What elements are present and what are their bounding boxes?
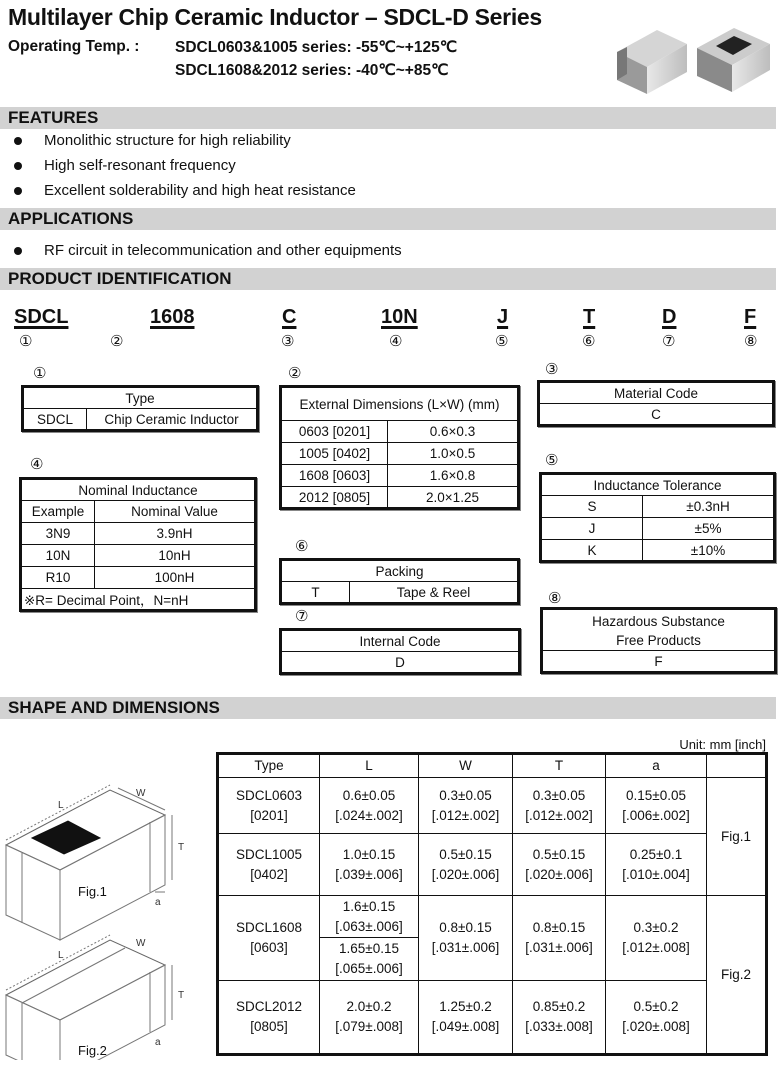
code-part: C bbox=[282, 306, 297, 328]
applications-heading: APPLICATIONS bbox=[0, 208, 776, 230]
operating-temp-label: Operating Temp. : bbox=[8, 38, 140, 55]
fig2-caption: Fig.2 bbox=[78, 1043, 107, 1058]
feature-item: High self-resonant frequency bbox=[14, 157, 236, 174]
svg-text:T: T bbox=[178, 990, 185, 1001]
svg-text:a: a bbox=[155, 897, 161, 908]
box-number: ⑤ bbox=[545, 451, 559, 469]
inductance-table: Nominal Inductance Example Nominal Value 3N9 3.9nH 10N 10nH R10 100nH ※R= Decimal Point，N=nH bbox=[19, 477, 257, 612]
chip-photo bbox=[612, 22, 777, 100]
table-row: SDCL0603 [0201] 0.6±0.05 [.024±.002] 0.3±0.05 [.012±.002] 0.3±0.05 [.012±.002] 0.15±0.05 [.006±.002] Fig.1 bbox=[218, 778, 767, 834]
box-number: ③ bbox=[545, 360, 559, 378]
tolerance-table: Inductance Tolerance S ±0.3nH J ±5% K ±10% bbox=[539, 472, 776, 563]
box-number: ⑥ bbox=[295, 537, 309, 555]
svg-text:a: a bbox=[155, 1037, 161, 1048]
fig2-drawing bbox=[6, 935, 184, 1060]
code-number: ⑧ bbox=[744, 332, 758, 350]
svg-text:W: W bbox=[136, 938, 146, 949]
box-number: ④ bbox=[30, 455, 44, 473]
packing-table: Packing T Tape & Reel bbox=[279, 558, 520, 605]
unit-label: Unit: mm [inch] bbox=[679, 737, 766, 752]
code-part: F bbox=[744, 306, 757, 328]
code-part: J bbox=[497, 306, 509, 328]
material-table: Material Code C bbox=[537, 380, 775, 427]
operating-temp-line1: SDCL0603&1005 series: -55℃~+125℃ bbox=[175, 39, 458, 56]
bullet-icon bbox=[14, 247, 22, 255]
code-part: SDCL bbox=[14, 306, 69, 328]
features-heading: FEATURES bbox=[0, 107, 776, 129]
svg-text:W: W bbox=[136, 788, 146, 799]
table-row: SDCL1608 [0603] 1.6±0.15 [.063±.006] 0.8±0.15 [.031±.006] 0.8±0.15 [.031±.006] 0.3±0.2 [.012±.008] Fig.2 bbox=[218, 896, 767, 938]
code-number: ⑤ bbox=[495, 332, 509, 350]
svg-text:T: T bbox=[178, 842, 185, 853]
box-number: ⑧ bbox=[548, 589, 562, 607]
feature-item: Excellent solderability and high heat resistance bbox=[14, 182, 356, 198]
code-part: T bbox=[583, 306, 596, 328]
svg-text:L: L bbox=[58, 800, 64, 811]
table-row: SDCL1005 [0402] 1.0±0.15 [.039±.006] 0.5±0.15 [.020±.006] 0.5±0.15 [.020±.006] 0.25±0.1 [.010±.004] bbox=[218, 834, 767, 896]
bullet-icon bbox=[14, 137, 22, 145]
identification-heading: PRODUCT IDENTIFICATION bbox=[0, 268, 776, 290]
internal-code-table: Internal Code D bbox=[279, 628, 521, 675]
fig1-drawing bbox=[6, 785, 184, 940]
dimension-figures bbox=[0, 750, 200, 1060]
application-item: RF circuit in telecommunication and other equipments bbox=[14, 242, 402, 259]
hazard-table: Hazardous Substance Free Products F bbox=[540, 607, 777, 674]
table-row: SDCL2012 [0805] 2.0±0.2 [.079±.008] 1.25±0.2 [.049±.008] 0.85±0.2 [.033±.008] 0.5±0.2 [.020±.008] bbox=[218, 981, 767, 1055]
code-number: ② bbox=[110, 332, 124, 350]
svg-text:L: L bbox=[58, 950, 64, 961]
fig1-caption: Fig.1 bbox=[78, 884, 107, 899]
page-title: Multilayer Chip Ceramic Inductor – SDCL-D Series bbox=[8, 4, 542, 30]
code-number: ① bbox=[19, 332, 33, 350]
code-part: 10N bbox=[381, 306, 418, 328]
dimensions-table: External Dimensions (L×W) (mm) 0603 [0201] 0.6×0.3 1005 [0402] 1.0×0.5 1608 [0603] 1.6×0.8 2012 [0805] 2.0×1.25 bbox=[279, 385, 520, 510]
bullet-icon bbox=[14, 187, 22, 195]
code-number: ⑦ bbox=[662, 332, 676, 350]
feature-item: Monolithic structure for high reliability bbox=[14, 132, 291, 149]
box-number: ② bbox=[288, 364, 302, 382]
box-number: ⑦ bbox=[295, 607, 309, 625]
operating-temp-line2: SDCL1608&2012 series: -40℃~+85℃ bbox=[175, 62, 449, 79]
shape-heading: SHAPE AND DIMENSIONS bbox=[0, 697, 776, 719]
type-table: Type SDCL Chip Ceramic Inductor bbox=[21, 385, 259, 432]
box-number: ① bbox=[33, 364, 47, 382]
code-part: D bbox=[662, 306, 677, 328]
code-number: ④ bbox=[389, 332, 403, 350]
dimensions-spec-table: Type L W T a SDCL0603 [0201] 0.6±0.05 [.024±.002] 0.3±0.05 [.012±.002] 0.3±0.05 [.012±.002] 0.15±0.05 [.006±.002] Fig.1 SDCL1005 [0402] 1.0±0.15 [.039±.006] 0.5±0.15 [.020±.006] 0.5±0.15 [.020±.006] 0.25±0.1 [.010±.004] SDCL1608 [0603] 1.6±0.15 [.063±.006] 0.8±0.15 [.031±.006] 0.8±0.15 [.031±.006] 0.3±0.2 [.012±.008] Fig.2 1.65±0.15 [.065±.006] SDCL2012 [0805] 2.0±0.2 [.079±.008] 1.25±0.2 [.049±.008] 0.85±0.2 [.033±.008] 0.5±0.2 [.020±.008] bbox=[216, 752, 768, 1056]
code-number: ③ bbox=[281, 332, 295, 350]
bullet-icon bbox=[14, 162, 22, 170]
code-number: ⑥ bbox=[582, 332, 596, 350]
code-part: 1608 bbox=[150, 306, 195, 328]
